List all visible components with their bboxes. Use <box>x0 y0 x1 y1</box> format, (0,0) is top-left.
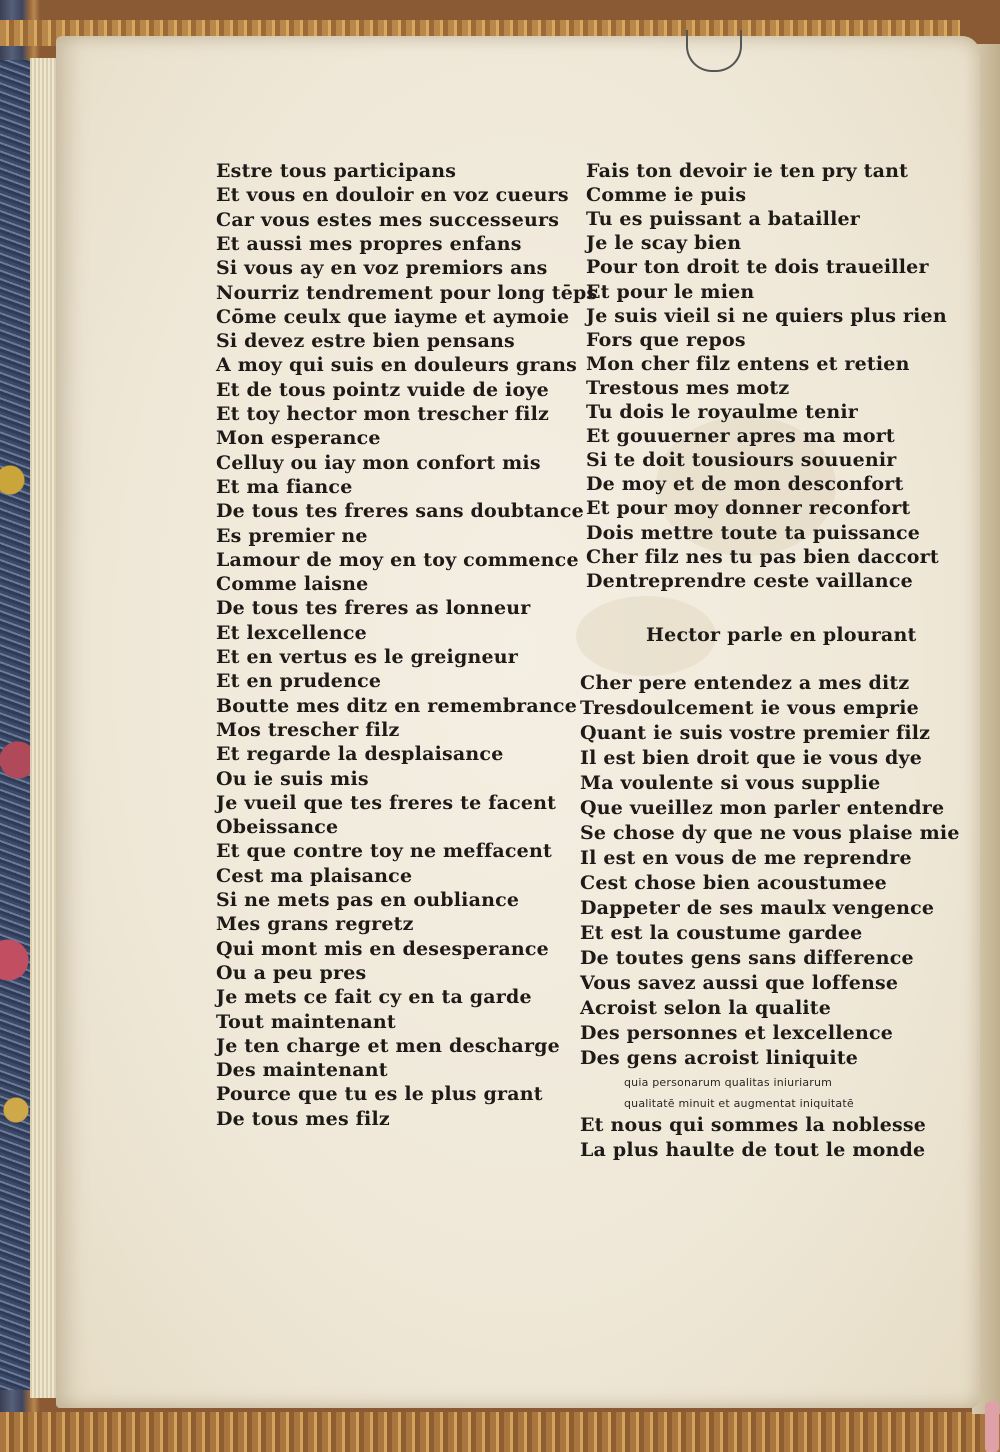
verse-line: Je le scay bien <box>586 232 742 255</box>
section-heading: Hector parle en plourant <box>646 624 917 646</box>
verse-line: Des maintenant <box>216 1059 388 1082</box>
verse-line: Et vous en douloir en voz cueurs <box>216 184 569 207</box>
verse-line: Trestous mes motz <box>586 376 790 399</box>
verse-line: Comme ie puis <box>586 184 747 207</box>
verse-line: Des gens acroist liniquite <box>580 1047 859 1069</box>
verse-line: Et gouuerner apres ma mort <box>586 425 895 448</box>
verse-line: Et en prudence <box>216 670 382 693</box>
verse-line: Fors que repos <box>586 328 746 351</box>
verse-line: Et pour le mien <box>586 280 755 303</box>
verse-line: La plus haulte de tout le monde <box>580 1139 926 1161</box>
verse-line: Tresdoulcement ie vous emprie <box>580 697 919 719</box>
verse-line: Et aussi mes propres enfans <box>216 232 522 255</box>
verse-line: Tu es puissant a batailler <box>586 208 861 231</box>
verse-line: De moy et de mon desconfort <box>586 473 904 496</box>
verse-line: Et lexcellence <box>216 621 367 644</box>
verse-line: Cōme ceulx que iayme et aymoie <box>216 305 570 328</box>
verse-line: De tous tes freres as lonneur <box>216 597 531 620</box>
verse-line: Dentreprendre ceste vaillance <box>586 569 913 592</box>
verse-line: Cest ma plaisance <box>216 864 413 887</box>
verse-line: Si te doit tousiours souuenir <box>586 449 897 472</box>
verse-line: Il est bien droit que ie vous dye <box>580 747 923 769</box>
verse-line: De tous tes freres sans doubtance <box>216 500 584 523</box>
left-verse-column <box>216 160 598 1160</box>
verse-line: Qui mont mis en desesperance <box>216 937 549 960</box>
verse-line: Pour ton droit te dois traueiller <box>586 256 929 279</box>
verse-line: A moy qui suis en douleurs grans <box>216 354 578 377</box>
bookmark-ribbon <box>985 1402 999 1452</box>
verse-line: Je vueil que tes freres te facent <box>216 791 557 814</box>
verse-line: Et ma fiance <box>216 475 353 498</box>
verse-line: Et regarde la desplaisance <box>216 743 504 766</box>
verse-line: Nourriz tendrement pour long tēps <box>216 281 598 304</box>
verse-line: Des personnes et lexcellence <box>580 1022 894 1044</box>
right-verse-column <box>580 160 960 1170</box>
verse-line: Celluy ou iay mon confort mis <box>216 451 541 474</box>
verse-line: Es premier ne <box>216 524 368 547</box>
verse-line: Et pour moy donner reconfort <box>586 497 911 520</box>
verse-line: Ou ie suis mis <box>216 767 369 790</box>
verse-line: Tout maintenant <box>216 1010 396 1033</box>
verse-line: Ma voulente si vous supplie <box>580 772 881 794</box>
verse-line: Lamour de moy en toy commence <box>216 548 579 571</box>
verse-line: Et de tous pointz vuide de ioye <box>216 378 549 401</box>
verse-line: Dois mettre toute ta puissance <box>586 521 921 544</box>
verse-line: Comme laisne <box>216 573 369 596</box>
verse-line: Cher pere entendez a mes ditz <box>580 672 910 694</box>
verse-line: Ou a peu pres <box>216 961 367 984</box>
verse-line: Tu dois le royaulme tenir <box>586 401 859 423</box>
verse-line: Que vueillez mon parler entendre <box>580 797 945 819</box>
verse-line: Je suis vieil si ne quiers plus rien <box>586 304 947 327</box>
verse-line: Quant ie suis vostre premier filz <box>580 722 931 744</box>
verse-line: Et est la coustume gardee <box>580 922 863 944</box>
marginal-note-line-1: quia personarum qualitas iniuriarum <box>624 1076 833 1089</box>
verse-line: Et nous qui sommes la noblesse <box>580 1114 927 1136</box>
verse-line: Si ne mets pas en oubliance <box>216 889 520 911</box>
verse-line: Se chose dy que ne vous plaise mie <box>580 822 960 844</box>
verse-line: Mos trescher filz <box>216 718 400 741</box>
verse-line: Estre tous participans <box>216 160 457 182</box>
verse-line: Car vous estes mes successeurs <box>216 208 560 231</box>
marginal-note-line-2: qualitatē minuit et augmentat iniquitatē <box>624 1097 854 1110</box>
verse-line: Je mets ce fait cy en ta garde <box>216 986 532 1009</box>
verse-line: De tous mes filz <box>216 1107 390 1130</box>
verse-line: Il est en vous de me reprendre <box>580 847 912 869</box>
verse-line: Cest chose bien acoustumee <box>580 872 887 894</box>
verse-line: Mon cher filz entens et retien <box>586 352 910 375</box>
verse-line: Je ten charge et men descharge <box>216 1034 560 1057</box>
verse-line: Si vous ay en voz premiors ans <box>216 257 548 280</box>
verse-line: Et toy hector mon trescher filz <box>216 403 549 425</box>
verse-line: Obeissance <box>216 816 339 839</box>
verse-line: Dappeter de ses maulx vengence <box>580 897 935 919</box>
verse-line: Boutte mes ditz en remembrance <box>216 694 577 717</box>
verse-line: Vous savez aussi que loffense <box>580 972 899 994</box>
verse-line: Acroist selon la qualite <box>580 997 832 1019</box>
verse-line: Mes grans regretz <box>216 913 414 936</box>
gilt-edge-bottom <box>0 1412 1000 1452</box>
verse-line: Mon esperance <box>216 427 381 450</box>
verse-line: Et en vertus es le greigneur <box>216 646 518 668</box>
verse-line: De toutes gens sans difference <box>580 947 914 969</box>
verse-line: Cher filz nes tu pas bien daccort <box>586 545 939 568</box>
marbled-binding <box>0 60 30 1390</box>
verse-line: Fais ton devoir ie ten pry tant <box>586 160 909 182</box>
verse-line: Et que contre toy ne meffacent <box>216 840 552 863</box>
verse-line: Pource que tu es le plus grant <box>216 1083 543 1106</box>
verse-line: Si devez estre bien pensans <box>216 330 515 353</box>
